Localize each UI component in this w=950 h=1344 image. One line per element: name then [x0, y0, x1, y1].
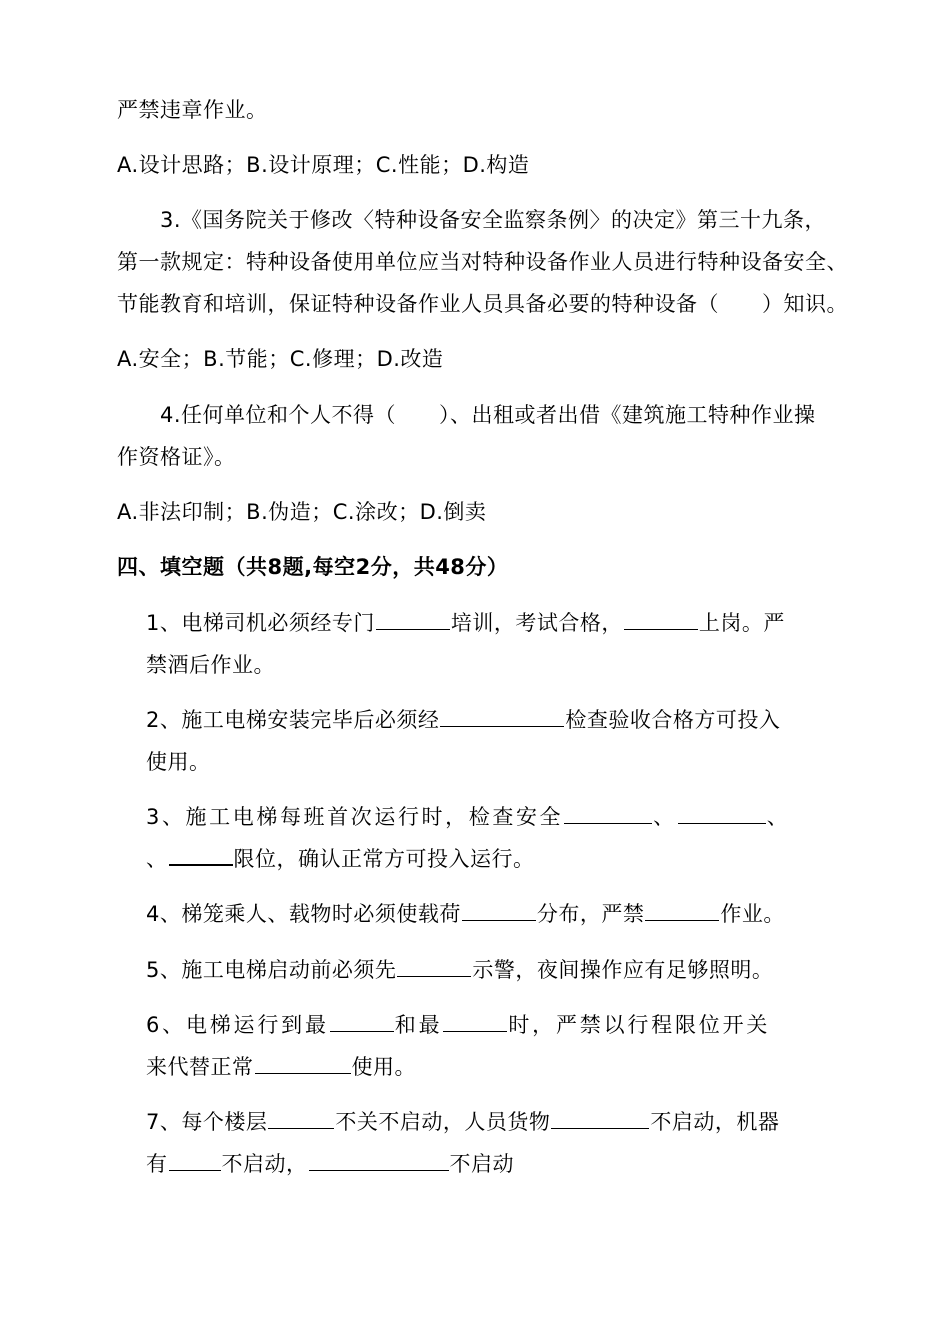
- fill-text: 、: [653, 805, 677, 829]
- fill-text: 、: [146, 847, 168, 871]
- question-3-line2: 第一款规定：特种设备使用单位应当对特种设备作业人员进行特种设备安全、: [117, 250, 848, 274]
- fill-text: 不启动，机器: [650, 1110, 780, 1134]
- answer-blank[interactable]: [309, 1152, 449, 1171]
- answer-blank[interactable]: [564, 805, 652, 824]
- fill-question-6-line2: [146, 1053, 416, 1081]
- fill-question-2-line2: 使用。: [146, 750, 211, 774]
- fill-text: 不关不启动，人员货物: [335, 1110, 551, 1134]
- fill-question-7-line1: [146, 1108, 779, 1136]
- question-4-line1: 4.任何单位和个人不得（ ）、出租或者出借《建筑施工特种作业操: [160, 403, 816, 427]
- options-q4: A.非法印制；B.伪造；C.涂改；D.倒卖: [117, 500, 487, 524]
- fill-question-4: [146, 900, 785, 928]
- fill-question-7-line2: [146, 1150, 514, 1178]
- options-q3: A.安全；B.节能；C.修理；D.改造: [117, 347, 444, 371]
- fill-text: 7、每个楼层: [146, 1110, 268, 1134]
- fill-text: 使用。: [351, 1055, 416, 1079]
- question-4-line2: 作资格证》。: [117, 445, 236, 469]
- answer-blank[interactable]: [255, 1055, 351, 1074]
- fill-text: 不启动，: [221, 1152, 308, 1176]
- fill-text: 上岗。严: [698, 611, 785, 635]
- fill-text: 时，严禁以行程限位开关: [508, 1013, 771, 1037]
- fill-question-3-line2: [146, 845, 535, 873]
- answer-blank[interactable]: [169, 846, 233, 866]
- fill-text: 分布，严禁: [536, 902, 645, 926]
- fill-question-1-line1: [146, 609, 785, 637]
- fill-text: 来代替正常: [146, 1055, 254, 1079]
- fill-text: 6、电梯运行到最: [146, 1013, 329, 1037]
- fill-text: 、: [766, 805, 791, 829]
- fill-question-3-line1: [146, 803, 790, 831]
- answer-blank[interactable]: [169, 1152, 221, 1171]
- fill-text: 作业。: [720, 902, 785, 926]
- fill-question-5: [146, 956, 773, 984]
- fill-question-6-line1: [146, 1011, 770, 1039]
- answer-blank[interactable]: [624, 611, 698, 630]
- answer-blank[interactable]: [330, 1013, 394, 1032]
- fill-text: 检查验收合格方可投入: [565, 708, 781, 732]
- fill-question-1-line2: 禁酒后作业。: [146, 653, 275, 677]
- fill-text: 培训，考试合格，: [450, 611, 623, 635]
- answer-blank[interactable]: [376, 611, 450, 630]
- fill-text: 示警，夜间操作应有足够照明。: [472, 958, 774, 982]
- fill-text: 5、施工电梯启动前必须先: [146, 958, 397, 982]
- answer-blank[interactable]: [462, 902, 536, 921]
- question-3-line3: 节能教育和培训，保证特种设备作业人员具备必要的特种设备（ ）知识。: [117, 292, 848, 316]
- answer-blank[interactable]: [443, 1013, 507, 1032]
- text-line: 严禁违章作业。: [117, 98, 268, 122]
- fill-text: 2、施工电梯安装完毕后必须经: [146, 708, 440, 732]
- answer-blank[interactable]: [551, 1110, 649, 1129]
- fill-text: 3、施工电梯每班首次运行时，检查安全: [146, 805, 564, 829]
- question-3-line1: 3.《国务院关于修改〈特种设备安全监察条例〉的决定》第三十九条，: [160, 208, 827, 232]
- fill-text: 和最: [394, 1013, 443, 1037]
- fill-text: 4、梯笼乘人、载物时必须使载荷: [146, 902, 461, 926]
- fill-text: 有: [146, 1152, 168, 1176]
- fill-text: 1、电梯司机必须经专门: [146, 611, 375, 635]
- answer-blank[interactable]: [397, 958, 471, 977]
- answer-blank[interactable]: [645, 902, 719, 921]
- options-q2: A.设计思路；B.设计原理；C.性能；D.构造: [117, 153, 530, 177]
- fill-text: 限位，确认正常方可投入运行。: [233, 847, 535, 871]
- fill-question-2-line1: [146, 706, 780, 734]
- section-heading-fill-in: 四、填空题（共8题,每空2分，共48分）: [117, 555, 509, 579]
- fill-text: 不启动: [449, 1152, 514, 1176]
- answer-blank[interactable]: [678, 805, 766, 824]
- answer-blank[interactable]: [440, 708, 564, 727]
- answer-blank[interactable]: [268, 1110, 334, 1129]
